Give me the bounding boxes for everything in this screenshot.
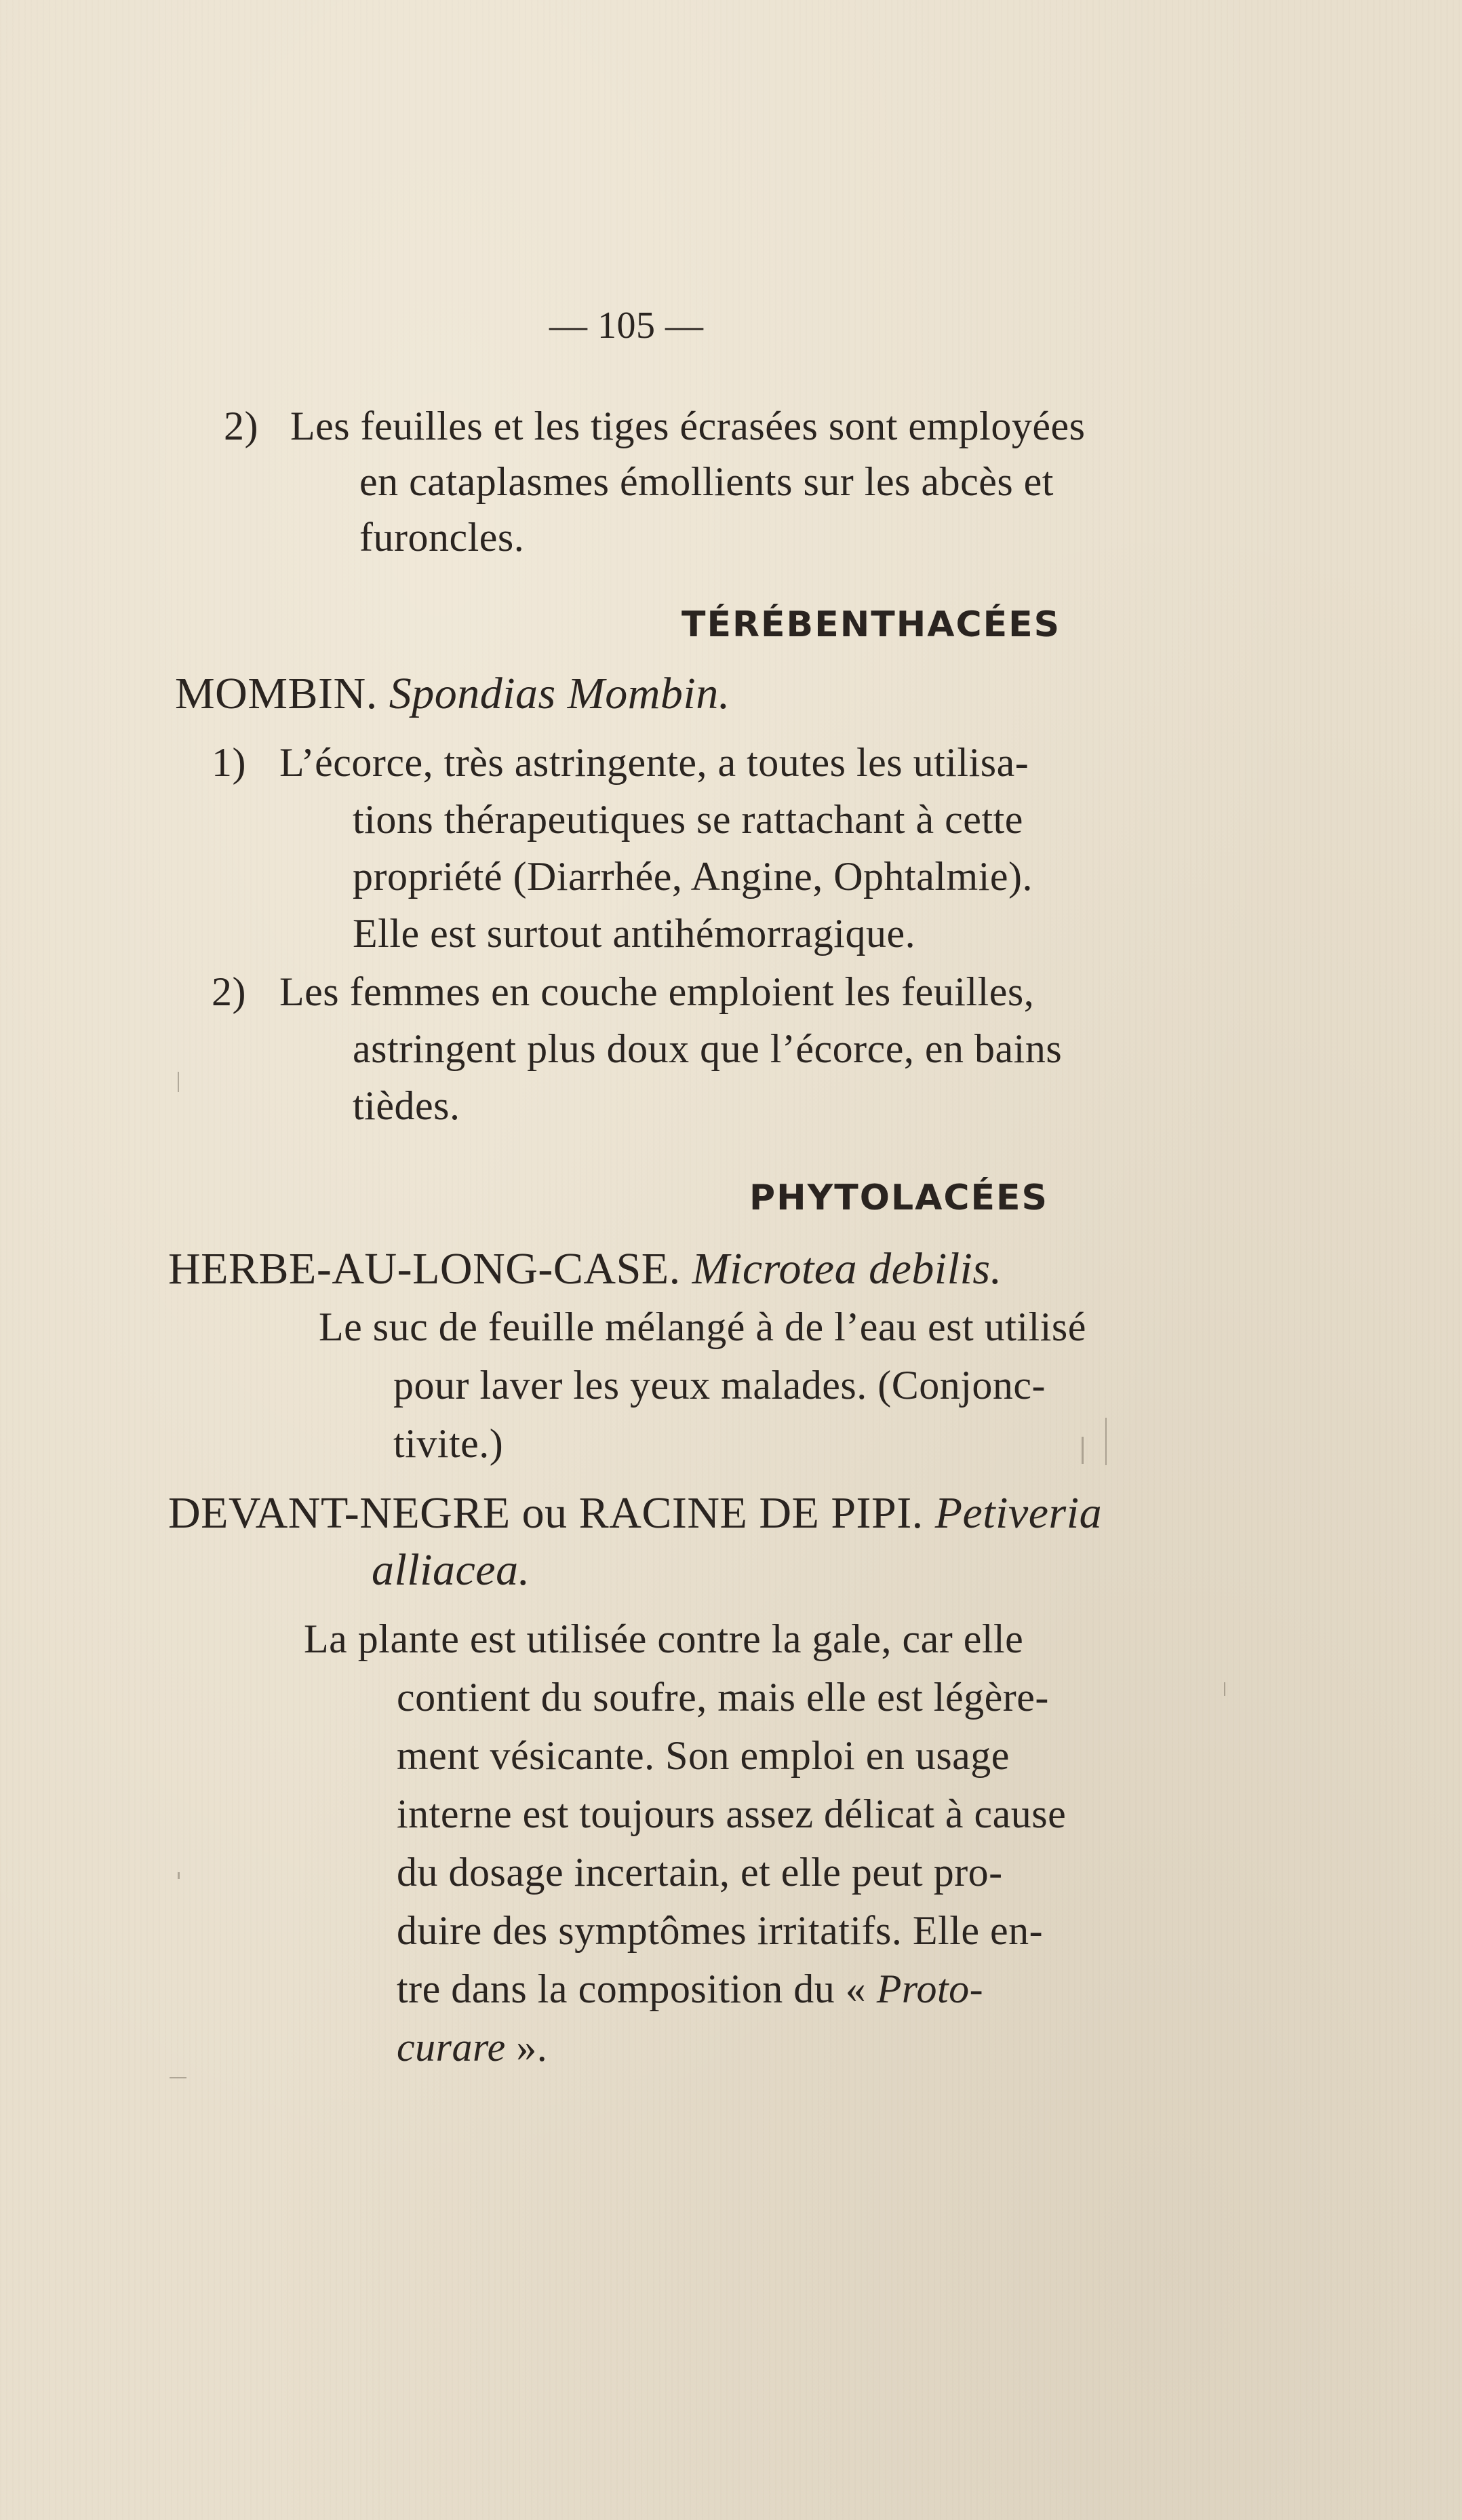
paragraph-text: tre dans la composition du « [397,1966,877,2011]
paragraph-line: La plante est utilisée contre la gale, car elle [304,1616,1024,1661]
entry-heading [175,669,730,718]
paragraph-text: ». [505,2025,548,2070]
italic-term: curare [397,2025,506,2070]
family-heading: TÉRÉBENTHACÉES [681,604,1061,645]
paragraph-line: Elle est surtout antihémorragique. [353,911,916,956]
list-item-number: 2) [224,404,258,448]
paper-speck [1224,1682,1225,1696]
paragraph-line: propriété (Diarrhée, Angine, Ophtalmie). [353,854,1033,899]
paragraph-line: furoncles. [359,515,525,560]
paragraph-line: contient du soufre, mais elle est légère- [397,1675,1049,1720]
paragraph-line: du dosage incertain, et elle peut pro- [397,1850,1003,1895]
paper-speck [1082,1437,1084,1464]
common-name: HERBE-AU-LONG-CASE. [168,1244,681,1294]
list-item-number: 1) [212,740,246,785]
paragraph-line: interne est toujours assez délicat à cause [397,1791,1067,1836]
family-heading: PHYTOLACÉES [749,1178,1048,1218]
latin-name-continuation: alliacea. [372,1545,530,1595]
paragraph-line: ment vésicante. Son emploi en usage [397,1733,1010,1778]
paper-speck [1105,1418,1107,1465]
common-name: DEVANT-NEGRE ou RACINE DE PIPI. [168,1488,924,1538]
common-name: MOMBIN. [175,669,378,718]
paragraph-line [397,2027,547,2068]
latin-name: Petiveria [934,1488,1103,1538]
paragraph-line: Les femmes en couche emploient les feuilles, [279,969,1035,1014]
paper-speck [178,1072,179,1092]
entry-heading [168,1488,1103,1538]
list-item-number: 2) [212,969,246,1014]
paragraph-line: tivite.) [393,1421,504,1466]
paragraph-line: L’écorce, très astringente, a toutes les utilisa- [279,740,1029,785]
paragraph-line: astringent plus doux que l’écorce, en bains [353,1026,1063,1071]
paragraph-line: Les feuilles et les tiges écrasées sont employées [290,404,1086,448]
paragraph-line [397,1966,984,2011]
latin-name: Spondias Mombin. [389,669,730,718]
latin-name: Microtea debilis. [692,1244,1002,1294]
paper-speck [178,1872,180,1879]
paper-speck [170,2077,186,2078]
paragraph-line: Le suc de feuille mélangé à de l’eau est utilisé [319,1304,1086,1349]
paragraph-line: duire des symptômes irritatifs. Elle en- [397,1908,1044,1953]
paragraph-line: pour laver les yeux malades. (Conjonc- [393,1363,1046,1408]
paragraph-line: en cataplasmes émollients sur les abcès et [359,459,1054,504]
paragraph-line: tions thérapeutiques se rattachant à cette [353,797,1023,842]
italic-term: Proto- [876,1966,984,2011]
page-number: — 105 — [549,305,704,347]
entry-heading [168,1244,1002,1294]
paragraph-line: tièdes. [353,1083,460,1128]
